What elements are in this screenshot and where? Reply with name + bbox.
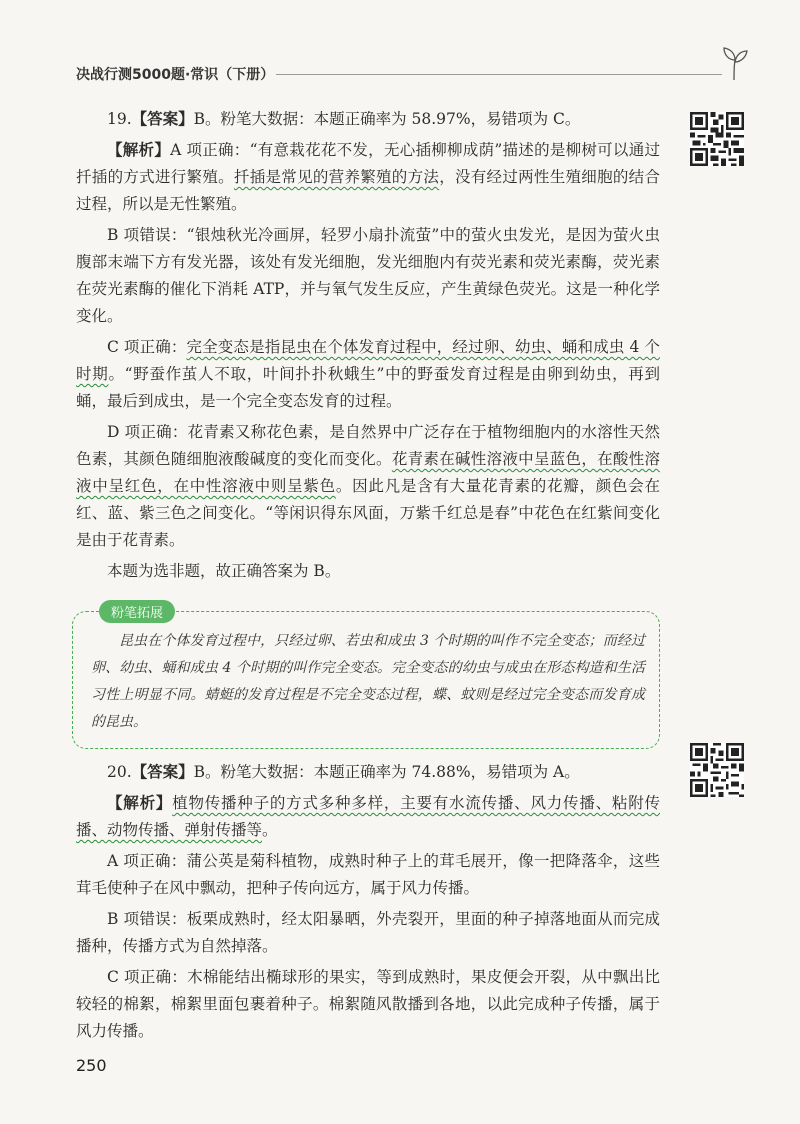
- option-text: 。“野蚕作茧人不取，叶间扑扑秋蛾生”中的野蚕发育过程是由卵到幼虫，再到蛹，最后到成虫，是一个完全变态发育的过程。: [76, 365, 660, 410]
- page-content: [76, 106, 660, 1045]
- q19-analysis-a: [76, 137, 660, 218]
- underlined-key-point: 花青素在碱性溶液中呈蓝色，在酸性溶液中呈红色，在中性溶液中则呈紫色: [76, 450, 660, 495]
- qr-code-icon[interactable]: [690, 112, 744, 166]
- answer-text: B。粉笔大数据：本题正确率为 74.88%，易错项为 A。: [193, 763, 580, 781]
- book-title: 决战行测5000题·常识（下册）: [76, 67, 275, 83]
- page-number: 250: [76, 1056, 107, 1075]
- option-text: 。因此凡是含有大量花青素的花瓣，颜色会在红、蓝、紫三色之间变化。“等闲识得东风面，万紫千红总是春”中花色在红紫间变化是由于花青素。: [76, 477, 660, 549]
- q20-option-c: C 项正确：木棉能结出椭球形的果实，等到成熟时，果皮便会开裂，从中飘出比较轻的棉絮，棉絮里面包裹着种子。棉絮随风散播到各地，以此完成种子传播，属于风力传播。: [76, 968, 660, 1040]
- q19-conclusion: 本题为选非题，故正确答案为 B。: [107, 562, 341, 580]
- q20-option-b: B 项错误：板栗成熟时，经太阳暴晒，外壳裂开，里面的种子掉落地面从而完成播种，传播方式为自然掉落。: [76, 910, 660, 955]
- underlined-key-point: 扦插是常见的营养繁殖的方法: [233, 168, 440, 186]
- running-header: [76, 64, 746, 86]
- analysis-text: ，没有经过两性生殖细胞的结合过程，所以是无性繁殖。: [76, 168, 660, 213]
- q19-option-d: [76, 419, 660, 554]
- analysis-text: A 项正确：“有意栽花花不发，无心插柳柳成荫”描述的是柳树可以通过扦插的方式进行繁殖。: [76, 141, 660, 186]
- answer-text: B。粉笔大数据：本题正确率为 58.97%，易错项为 C。: [193, 110, 581, 128]
- extension-box: [72, 606, 660, 749]
- q20-option-a: A 项正确：蒲公英是菊科植物，成熟时种子上的茸毛展开，像一把降落伞，这些茸毛使种子在风中飘动，把种子传向远方，属于风力传播。: [76, 852, 660, 897]
- extension-text: 昆虫在个体发育过程中，只经过卵、若虫和成虫 3 个时期的叫作不完全变态；而经过卵、幼虫、蛹和成虫 4 个时期的叫作完全变态。完全变态的幼虫与成虫在形态构造和生活习性上明显不同。蜻蜓的发育过程是不完全变态过程，蝶、蚊则是经过完全变态而发育成的昆虫。: [91, 633, 645, 730]
- option-prefix: C 项正确：: [107, 338, 187, 356]
- q20-analysis: [76, 790, 660, 844]
- underlined-key-point: 完全变态是指昆虫在个体发育过程中，经过卵、幼虫、蛹和成虫 4 个时期: [76, 338, 660, 383]
- q20-answer-line: [76, 759, 660, 786]
- answer-tag: 【答案】: [131, 763, 194, 781]
- underlined-key-point: 植物传播种子的方式多种多样，主要有水流传播、风力传播、粘附传播、动物传播、弹射传播等: [76, 794, 660, 839]
- sprout-icon: [714, 42, 754, 82]
- analysis-text: 。: [262, 821, 278, 839]
- analysis-tag: 【解析】: [107, 141, 171, 159]
- q19-option-b: B 项错误：“银烛秋光冷画屏，轻罗小扇扑流萤”中的萤火虫发光，是因为萤火虫腹部末端下方有发光器，该处有发光细胞，发光细胞内有荧光素和荧光素酶，荧光素在荧光素酶的催化下消耗 ATP，并与氧气发生反应，产生黄绿色荧光。这是一种化学变化。: [76, 226, 660, 325]
- analysis-tag: 【解析】: [107, 794, 173, 812]
- extension-label: 粉笔拓展: [99, 600, 175, 623]
- question-number: 19.: [107, 110, 132, 128]
- question-number: 20.: [107, 763, 132, 781]
- q19-answer-line: [76, 106, 660, 133]
- qr-code-icon[interactable]: [690, 743, 744, 797]
- q19-option-c: [76, 334, 660, 415]
- header-rule: [276, 74, 722, 75]
- answer-tag: 【答案】: [131, 110, 194, 128]
- option-text: D 项正确：花青素又称花色素，是自然界中广泛存在于植物细胞内的水溶性天然色素，其颜色随细胞液酸碱度的变化而变化。: [76, 423, 660, 468]
